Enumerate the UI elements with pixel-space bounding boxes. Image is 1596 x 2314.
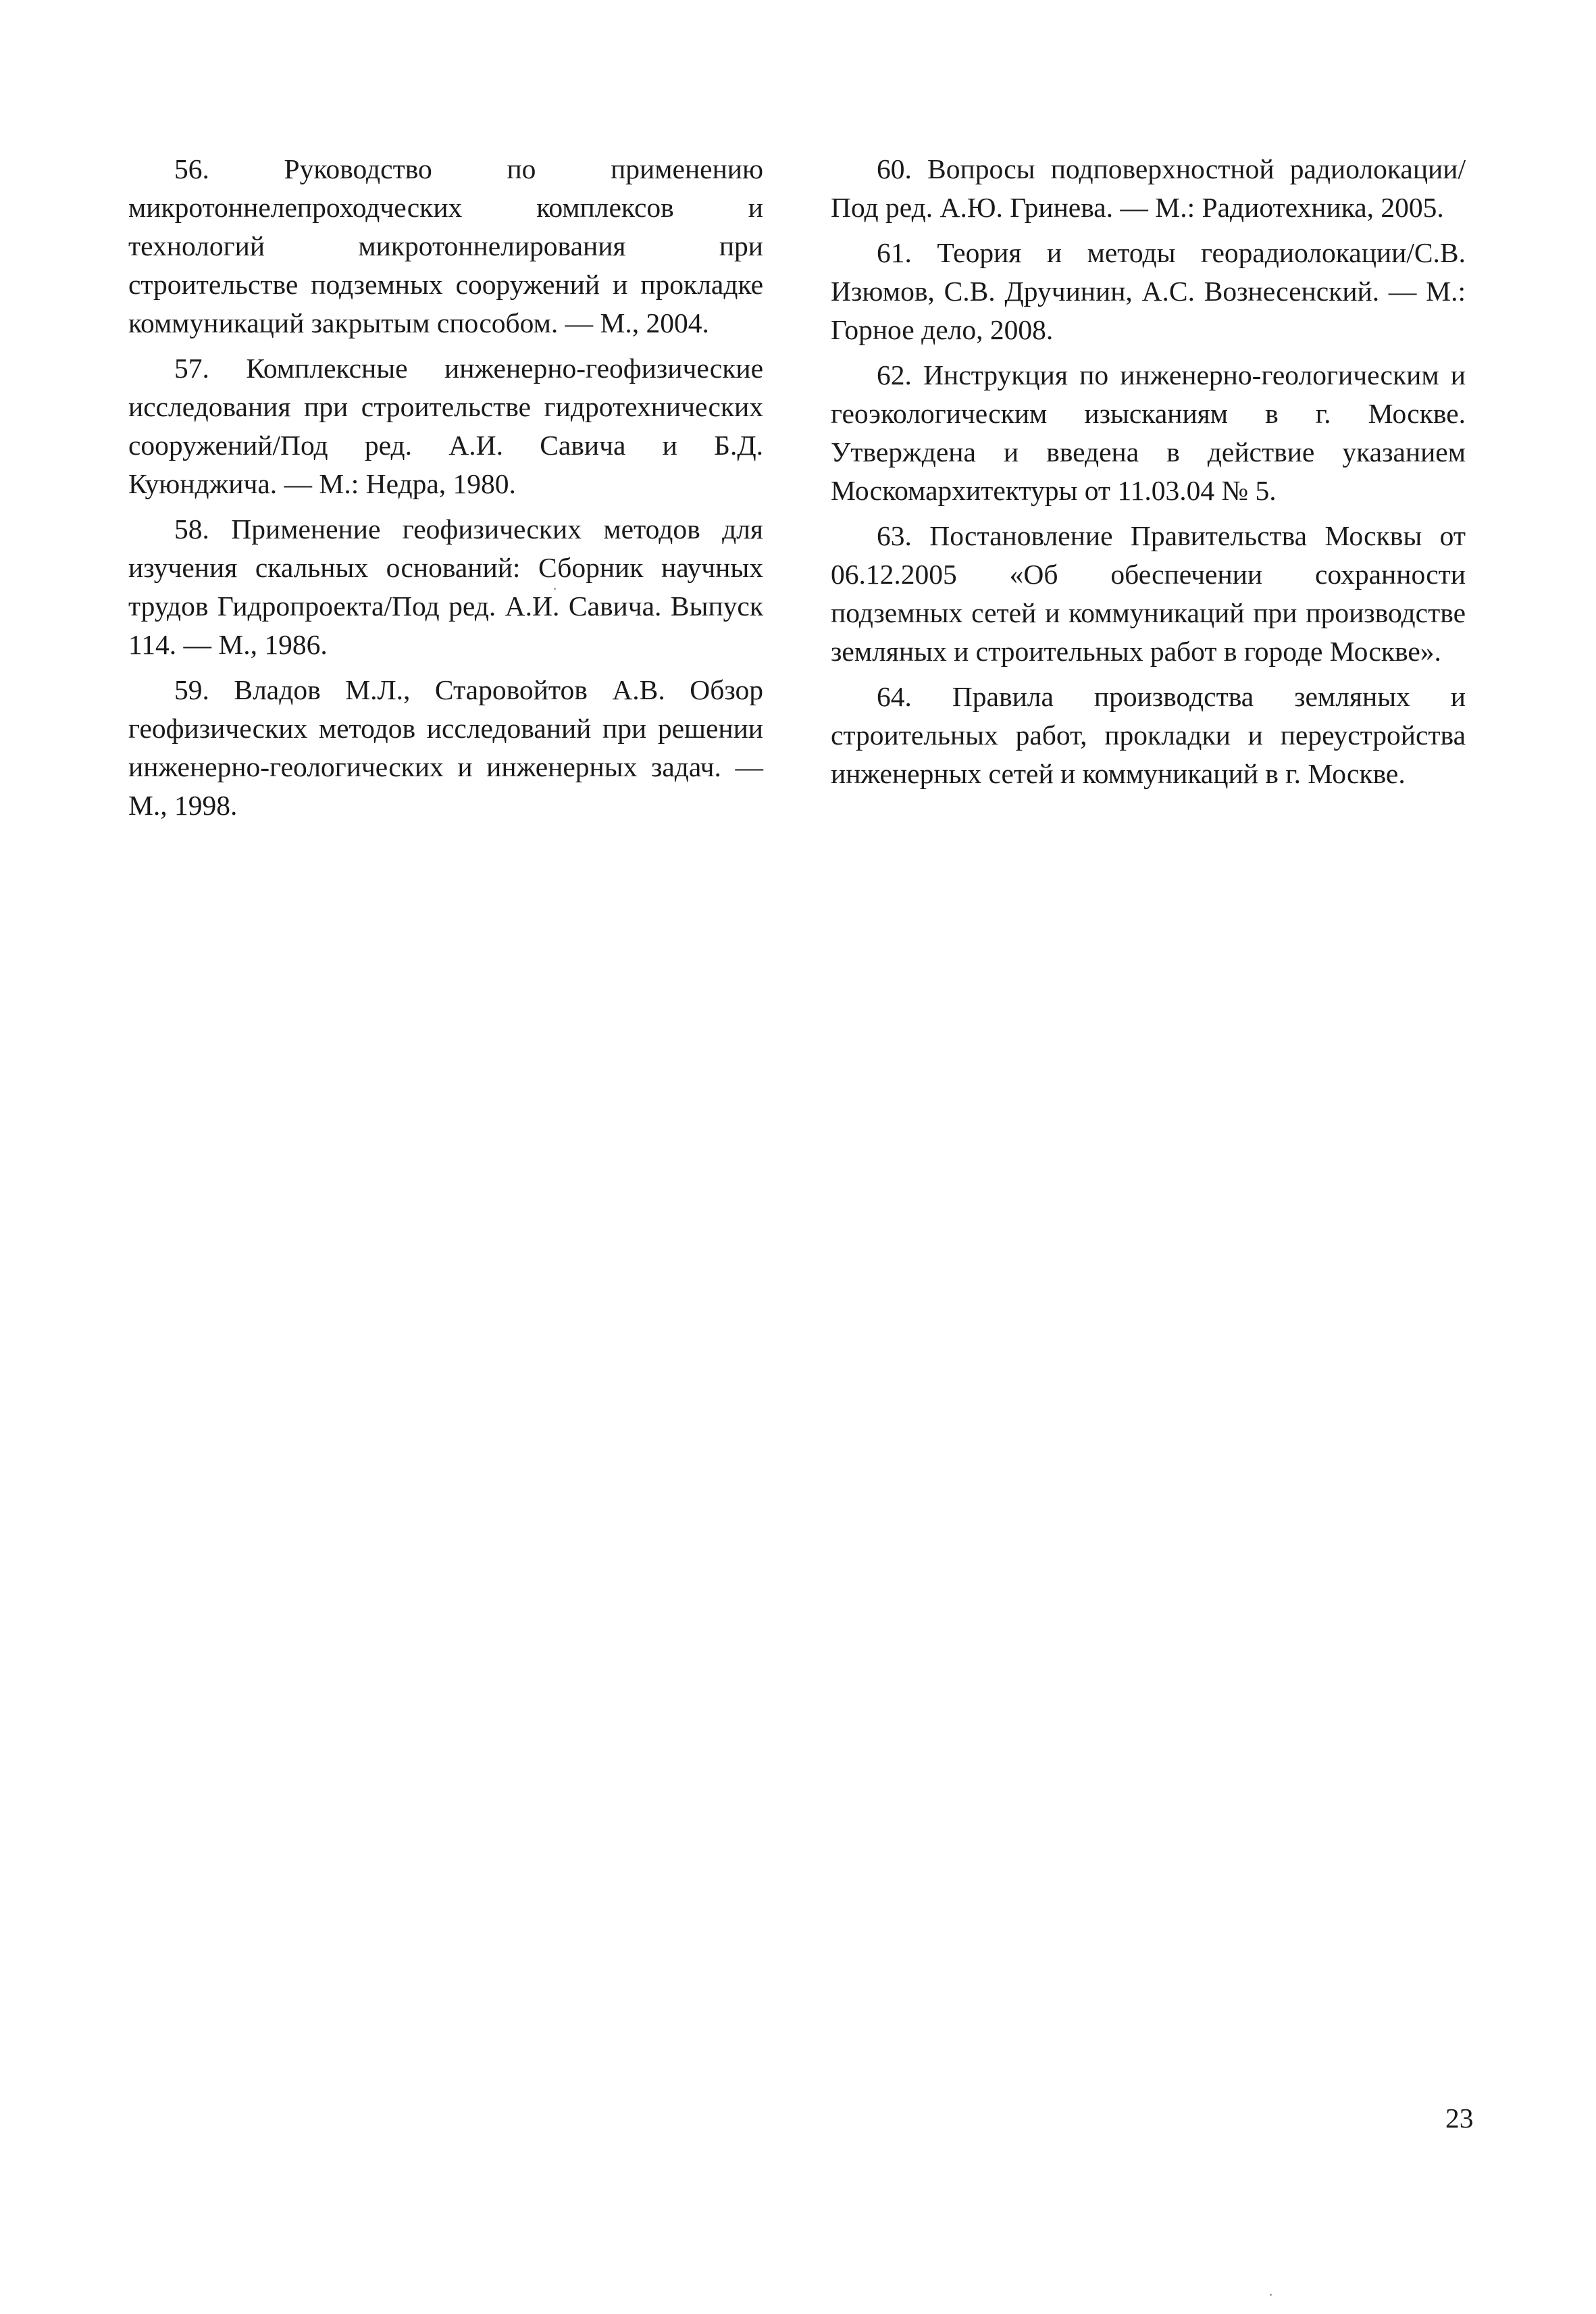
reference-64: 64. Правила производства земляных и строительных работ, прокладки и переустройства инженерных сетей и коммуникаций в г. Москве. — [831, 681, 1466, 789]
reference-62: 62. Инструкция по инженерно-геологическим и геоэкологическим изысканиям в г. Москве. Утверждена и введена в действие указанием Москомархитектуры от 11.03.04 № 5. — [831, 359, 1466, 506]
right-column — [831, 150, 1466, 800]
reference-58: 58. Применение геофизических методов для изучения скальных оснований: Сборник научных трудов Гидропроекта/Под ред. А.И. Савича. Выпуск 114. — М., 1986. — [128, 513, 763, 660]
reference-56: 56. Руководство по применению микротоннелепроходческих комплексов и технологий микротоннелирования при строительстве подземных сооружений и прокладке коммуникаций закрытым способом. — М., 2004. — [128, 153, 763, 338]
scan-speck — [1270, 2294, 1272, 2296]
reference-57: 57. Комплексные инженерно-геофизические исследования при строительстве гидротехнических сооружений/Под ред. А.И. Савича и Б.Д. Куюнджича. — М.: Недра, 1980. — [128, 353, 763, 499]
reference-63: 63. Постановление Правительства Москвы от 06.12.2005 «Об обеспечении сохранности подземных сетей и коммуникаций при производстве земляных и строительных работ в городе Москве». — [831, 520, 1466, 667]
left-column — [128, 150, 763, 832]
page-number: 23 — [1445, 2103, 1474, 2134]
reference-61: 61. Теория и методы георадиолокации/С.В. Изюмов, С.В. Дручинин, А.С. Вознесенский. — М.: Горное дело, 2008. — [831, 237, 1466, 345]
reference-60: 60. Вопросы подповерхностной радиолокации/Под ред. А.Ю. Гринева. — М.: Радиотехника, 2005. — [831, 153, 1466, 223]
scan-speck — [554, 588, 556, 590]
reference-59: 59. Владов М.Л., Старовойтов А.В. Обзор геофизических методов исследований при решении инженерно-геологических и инженерных задач. — М., 1998. — [128, 674, 763, 821]
